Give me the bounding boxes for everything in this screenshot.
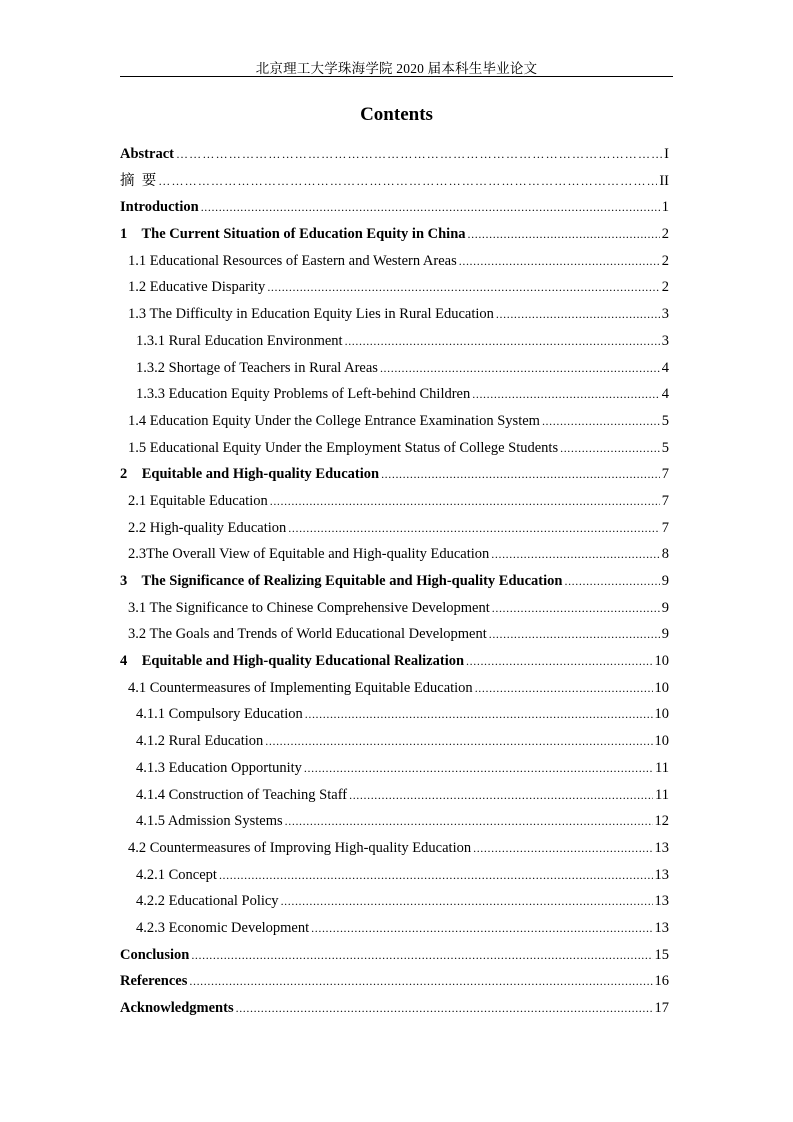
toc-dot-leader bbox=[475, 675, 653, 702]
toc-entry-label: 1.5 Educational Equity Under the Employment Status of College Students bbox=[128, 439, 559, 456]
toc-entry-label: 摘 要 bbox=[120, 172, 157, 189]
toc-dot-leader bbox=[270, 488, 660, 515]
toc-entry-page-number: 9 bbox=[661, 626, 669, 643]
toc-entry[interactable] bbox=[120, 408, 669, 435]
toc-entry[interactable] bbox=[120, 461, 669, 488]
toc-dot-leader bbox=[542, 408, 660, 435]
toc-dot-leader bbox=[311, 915, 652, 942]
toc-dot-leader bbox=[381, 461, 660, 488]
toc-entry-label: 4.1.4 Construction of Teaching Staff bbox=[136, 786, 348, 803]
toc-entry-page-number: 11 bbox=[655, 786, 669, 803]
toc-dot-leader bbox=[265, 728, 652, 755]
toc-entry-page-number: 13 bbox=[654, 839, 669, 856]
toc-entry-label: 4.1.2 Rural Education bbox=[136, 733, 264, 750]
toc-dot-leader bbox=[189, 968, 652, 995]
toc-entry[interactable] bbox=[120, 755, 669, 782]
toc-entry-page-number: 10 bbox=[654, 653, 669, 670]
toc-entry[interactable] bbox=[120, 728, 669, 755]
toc-entry-label: 2.2 High-quality Education bbox=[128, 519, 287, 536]
toc-entry-label: 4.1.5 Admission Systems bbox=[136, 813, 283, 830]
toc-entry-page-number: 7 bbox=[661, 519, 669, 536]
toc-entry-label: Abstract bbox=[120, 146, 174, 162]
toc-entry[interactable] bbox=[120, 301, 669, 328]
toc-entry[interactable] bbox=[120, 942, 669, 969]
toc-entry-label: 2.3The Overall View of Equitable and High-quality Education bbox=[128, 546, 490, 563]
toc-entry-label: 1.3.1 Rural Education Environment bbox=[136, 332, 343, 349]
toc-entry-label: Acknowledgments bbox=[120, 1000, 234, 1016]
toc-dot-leader bbox=[267, 274, 659, 301]
toc-entry-page-number: 7 bbox=[661, 492, 669, 509]
toc-entry-page-number: 2 bbox=[661, 226, 669, 243]
toc-entry-page-number: I bbox=[664, 146, 669, 162]
toc-entry-page-number: 5 bbox=[661, 412, 669, 429]
toc-entry-label: References bbox=[120, 973, 188, 990]
toc-entry[interactable] bbox=[120, 355, 669, 382]
toc-dot-leader bbox=[472, 381, 660, 408]
toc-dot-leader bbox=[491, 541, 659, 568]
toc-entry[interactable] bbox=[120, 141, 669, 168]
toc-dot-leader bbox=[304, 755, 653, 782]
toc-dot-leader bbox=[349, 782, 653, 809]
toc-entry-page-number: 9 bbox=[661, 599, 669, 616]
toc-entry[interactable] bbox=[120, 168, 669, 195]
toc-dot-leader bbox=[496, 301, 660, 328]
toc-entry-label: 4 Equitable and High-quality Educational Realization bbox=[120, 653, 465, 670]
toc-entry-label: 2 Equitable and High-quality Education bbox=[120, 466, 380, 483]
page-title: Contents bbox=[360, 104, 433, 125]
toc-entry-label: 1.3.3 Education Equity Problems of Left-behind Children bbox=[136, 386, 471, 403]
toc-entry[interactable] bbox=[120, 488, 669, 515]
toc-dot-leader bbox=[176, 141, 662, 168]
toc-entry-label: 3 The Significance of Realizing Equitable and High-quality Education bbox=[120, 573, 563, 589]
toc-entry-page-number: 16 bbox=[654, 973, 669, 990]
toc-entry-label: 4.2 Countermeasures of Improving High-quality Education bbox=[128, 839, 472, 856]
toc-entry[interactable] bbox=[120, 808, 669, 835]
toc-entry[interactable] bbox=[120, 221, 669, 248]
toc-entry[interactable] bbox=[120, 675, 669, 702]
toc-dot-leader bbox=[489, 621, 660, 648]
toc-entry-page-number: 15 bbox=[654, 946, 669, 963]
toc-dot-leader bbox=[466, 648, 652, 675]
toc-entry-label: 4.2.3 Economic Development bbox=[136, 919, 310, 936]
toc-entry-page-number: 9 bbox=[661, 573, 669, 589]
toc-entry-page-number: 12 bbox=[654, 813, 669, 830]
toc-dot-leader bbox=[158, 168, 657, 195]
toc-entry[interactable] bbox=[120, 968, 669, 995]
toc-entry[interactable] bbox=[120, 381, 669, 408]
toc-entry-page-number: 4 bbox=[661, 386, 669, 403]
toc-entry-label: Introduction bbox=[120, 199, 199, 216]
toc-entry[interactable] bbox=[120, 888, 669, 915]
toc-dot-leader bbox=[345, 328, 660, 355]
toc-entry-page-number: II bbox=[659, 172, 669, 189]
toc-entry-label: 4.1 Countermeasures of Implementing Equitable Education bbox=[128, 679, 473, 696]
toc-entry-page-number: 2 bbox=[661, 279, 669, 296]
toc-dot-leader bbox=[191, 942, 652, 969]
toc-entry-label: 4.2.2 Educational Policy bbox=[136, 893, 279, 910]
toc-entry-label: 4.1.1 Compulsory Education bbox=[136, 706, 303, 723]
toc-entry-page-number: 8 bbox=[661, 546, 669, 563]
running-header: 北京理工大学珠海学院 2020 届本科生毕业论文 bbox=[255, 61, 538, 76]
toc-entry[interactable] bbox=[120, 701, 669, 728]
toc-entry-page-number: 13 bbox=[654, 866, 669, 883]
toc-dot-leader bbox=[564, 568, 659, 595]
toc-entry[interactable] bbox=[120, 328, 669, 355]
toc-dot-leader bbox=[459, 248, 660, 275]
toc-entry-page-number: 4 bbox=[661, 359, 669, 376]
toc-entry[interactable] bbox=[120, 568, 669, 595]
toc-entry[interactable] bbox=[120, 248, 669, 275]
toc-entry[interactable] bbox=[120, 995, 669, 1022]
toc-entry[interactable] bbox=[120, 915, 669, 942]
toc-entry-label: 3.1 The Significance to Chinese Comprehensive Development bbox=[128, 599, 490, 616]
toc-entry-label: 4.1.3 Education Opportunity bbox=[136, 759, 302, 776]
toc-dot-leader bbox=[492, 595, 660, 622]
toc-entry[interactable] bbox=[120, 621, 669, 648]
header-rule bbox=[120, 76, 673, 77]
toc-entry-label: 4.2.1 Concept bbox=[136, 866, 217, 883]
toc-entry[interactable] bbox=[120, 435, 669, 462]
toc-entry-page-number: 1 bbox=[661, 199, 669, 216]
toc-entry-page-number: 2 bbox=[661, 252, 669, 269]
toc-dot-leader bbox=[219, 862, 653, 889]
toc-dot-leader bbox=[236, 995, 653, 1022]
toc-entry-page-number: 17 bbox=[654, 1000, 669, 1016]
toc-entry-label: 1 The Current Situation of Education Equity in China bbox=[120, 226, 466, 243]
toc-entry-page-number: 10 bbox=[654, 706, 669, 723]
toc-entry-page-number: 11 bbox=[655, 759, 669, 776]
toc-entry[interactable] bbox=[120, 862, 669, 889]
toc-entry[interactable] bbox=[120, 835, 669, 862]
toc-entry[interactable] bbox=[120, 595, 669, 622]
toc-entry-page-number: 13 bbox=[654, 893, 669, 910]
toc-dot-leader bbox=[468, 221, 660, 248]
toc-entry-page-number: 13 bbox=[654, 919, 669, 936]
toc-entry-page-number: 3 bbox=[661, 332, 669, 349]
toc-entry-label: 1.1 Educational Resources of Eastern and Western Areas bbox=[128, 252, 457, 269]
toc-entry-label: 1.2 Educative Disparity bbox=[128, 279, 266, 296]
toc-dot-leader bbox=[473, 835, 652, 862]
table-of-contents bbox=[120, 141, 669, 1022]
toc-dot-leader bbox=[285, 808, 653, 835]
toc-dot-leader bbox=[201, 194, 660, 221]
toc-entry[interactable] bbox=[120, 782, 669, 809]
toc-entry[interactable] bbox=[120, 515, 669, 542]
toc-entry-page-number: 10 bbox=[654, 679, 669, 696]
toc-entry-page-number: 10 bbox=[654, 733, 669, 750]
toc-dot-leader bbox=[560, 435, 660, 462]
toc-dot-leader bbox=[305, 701, 653, 728]
toc-entry-label: 2.1 Equitable Education bbox=[128, 492, 268, 509]
toc-entry[interactable] bbox=[120, 541, 669, 568]
toc-entry-label: 1.3.2 Shortage of Teachers in Rural Areas bbox=[136, 359, 378, 376]
toc-entry[interactable] bbox=[120, 194, 669, 221]
toc-entry-label: Conclusion bbox=[120, 946, 190, 963]
toc-dot-leader bbox=[288, 515, 659, 542]
toc-entry-label: 1.4 Education Equity Under the College Entrance Examination System bbox=[128, 412, 540, 429]
toc-entry[interactable] bbox=[120, 274, 669, 301]
toc-dot-leader bbox=[380, 355, 660, 382]
toc-dot-leader bbox=[281, 888, 653, 915]
toc-entry-page-number: 3 bbox=[661, 306, 669, 323]
toc-entry[interactable] bbox=[120, 648, 669, 675]
toc-entry-page-number: 7 bbox=[661, 466, 669, 483]
toc-entry-label: 3.2 The Goals and Trends of World Educational Development bbox=[128, 626, 487, 643]
toc-entry-label: 1.3 The Difficulty in Education Equity Lies in Rural Education bbox=[128, 306, 494, 323]
toc-entry-page-number: 5 bbox=[661, 439, 669, 456]
